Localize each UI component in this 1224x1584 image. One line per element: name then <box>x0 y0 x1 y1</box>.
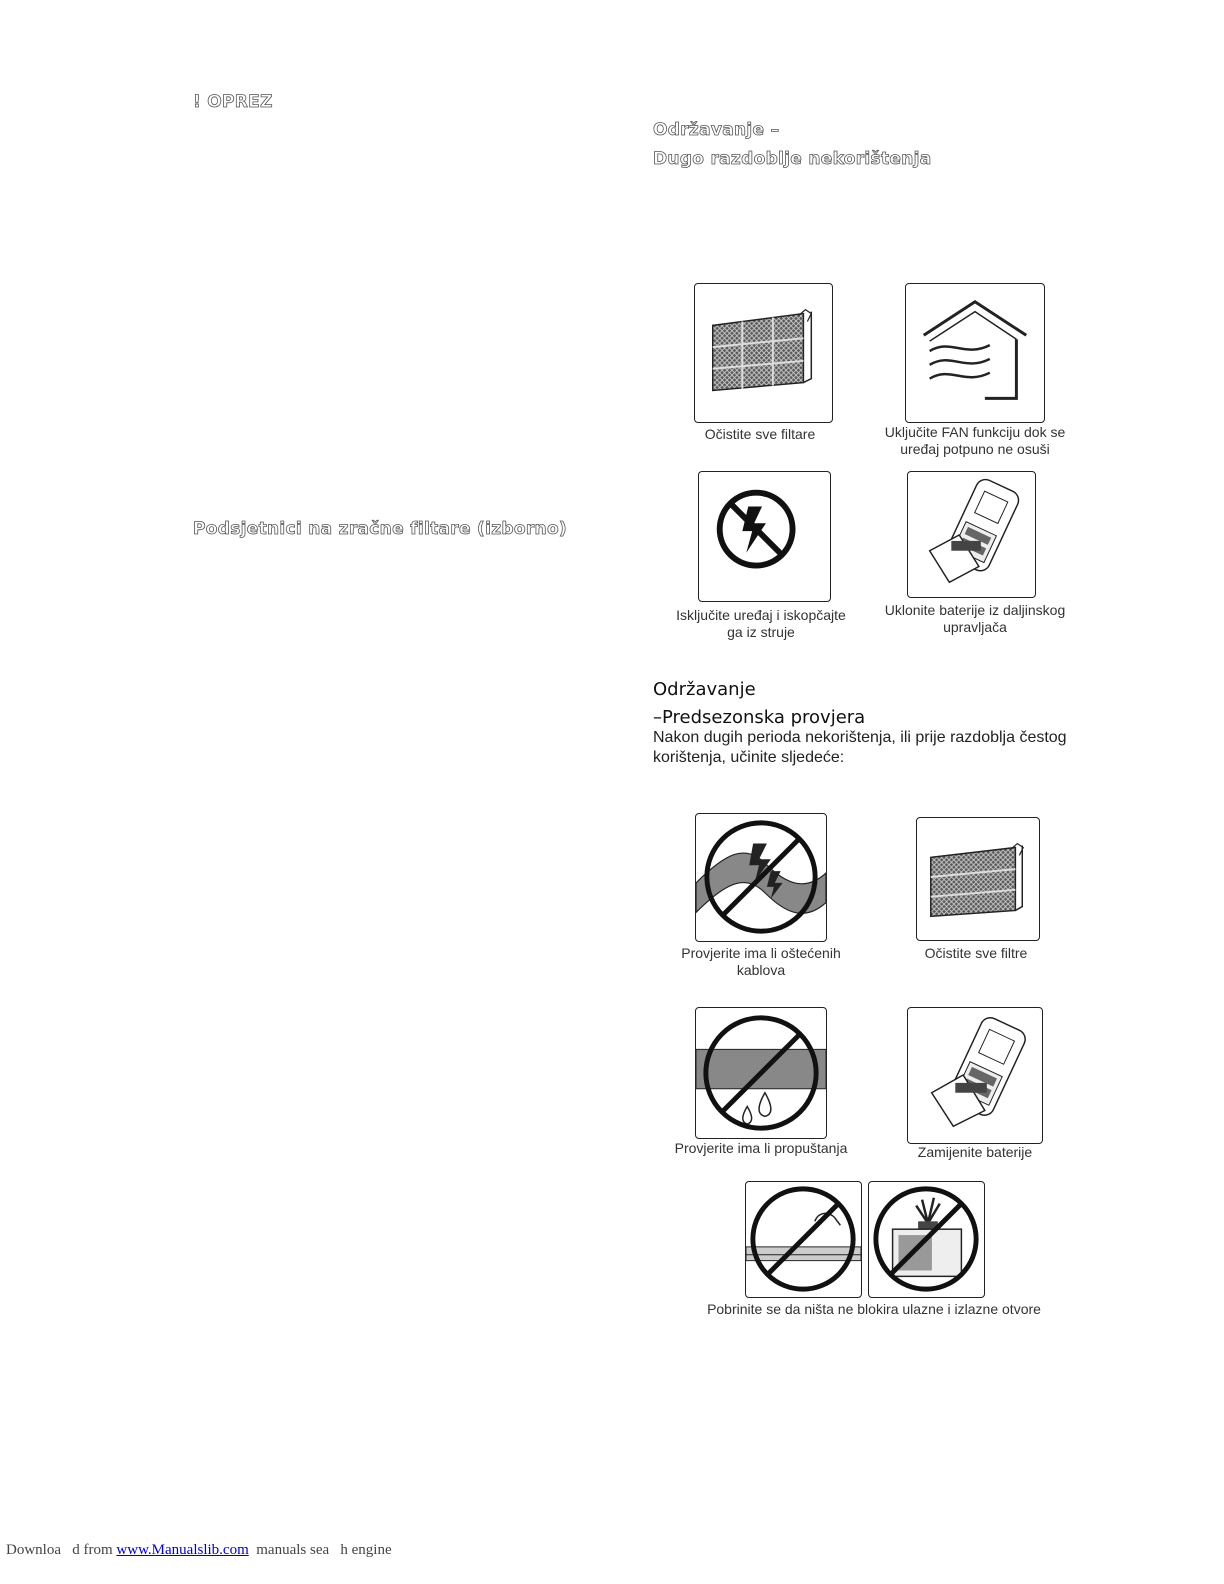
leak-caption: Provjerite ima li propuštanja <box>674 1140 848 1156</box>
replace-batteries-caption: Zamijenite baterije <box>917 1144 1033 1160</box>
blocking-caption: Pobrinite se da ništa ne blokira ulazne i izlazne otvore <box>707 1301 1041 1317</box>
long-unused-heading-line1: Održavanje – <box>653 120 780 140</box>
filter-icon <box>917 818 1039 940</box>
footer <box>6 1542 392 1559</box>
pre-season-intro: Nakon dugih perioda nekorištenja, ili prije razdoblja čestog korištenja, učinite sljedeće: <box>653 729 1067 766</box>
unplug-caption: Isključite uređaj i iskopčajte ga iz struje <box>676 607 846 640</box>
clean-filters-image <box>694 283 833 423</box>
damaged-cable-icon <box>696 814 826 941</box>
fan-dry-caption: Uključite FAN funkciju dok se uređaj potpuno ne osuši <box>884 424 1066 457</box>
clean-filters-2-image <box>916 817 1040 941</box>
no-power-icon <box>699 472 830 601</box>
blocked-inlet-image <box>745 1181 862 1298</box>
pre-season-heading-line2: –Predsezonska provjera <box>653 707 866 728</box>
remove-batteries-image <box>907 471 1036 598</box>
footer-prefix: Downloa d from <box>6 1542 117 1558</box>
replace-batteries-image <box>907 1007 1043 1144</box>
remove-batteries-caption: Uklonite baterije iz daljinskog upravljača <box>884 602 1066 635</box>
manualslib-link[interactable]: www.Manualslib.com <box>116 1542 249 1558</box>
damaged-cable-caption: Provjerite ima li oštećenih kablova <box>681 945 841 978</box>
clean-filters-caption: Očistite sve filtare <box>704 426 816 442</box>
damaged-cable-image <box>695 813 827 942</box>
leak-image <box>695 1007 827 1139</box>
blocked-outlet-image <box>868 1181 985 1298</box>
remote-battery-icon <box>908 472 1035 597</box>
leak-icon <box>696 1008 826 1138</box>
long-unused-heading-line2: Dugo razdoblje nekorištenja <box>653 149 932 169</box>
pre-season-heading-line1: Održavanje <box>653 679 756 700</box>
caution-heading: ! OPREZ <box>193 92 273 112</box>
fan-dry-image <box>905 283 1045 423</box>
clean-filters-2-caption: Očistite sve filtre <box>924 945 1028 961</box>
remote-battery-icon <box>908 1008 1042 1143</box>
unplug-image <box>698 471 831 602</box>
filter-reminder-heading: Podsjetnici na zračne filtare (izborno) <box>193 519 567 539</box>
footer-suffix: manuals sea h engine <box>248 1542 392 1558</box>
blocked-outdoor-unit-icon <box>869 1182 984 1297</box>
house-airflow-icon <box>906 284 1044 422</box>
blocked-indoor-unit-icon <box>746 1182 861 1297</box>
filter-icon <box>695 284 832 422</box>
